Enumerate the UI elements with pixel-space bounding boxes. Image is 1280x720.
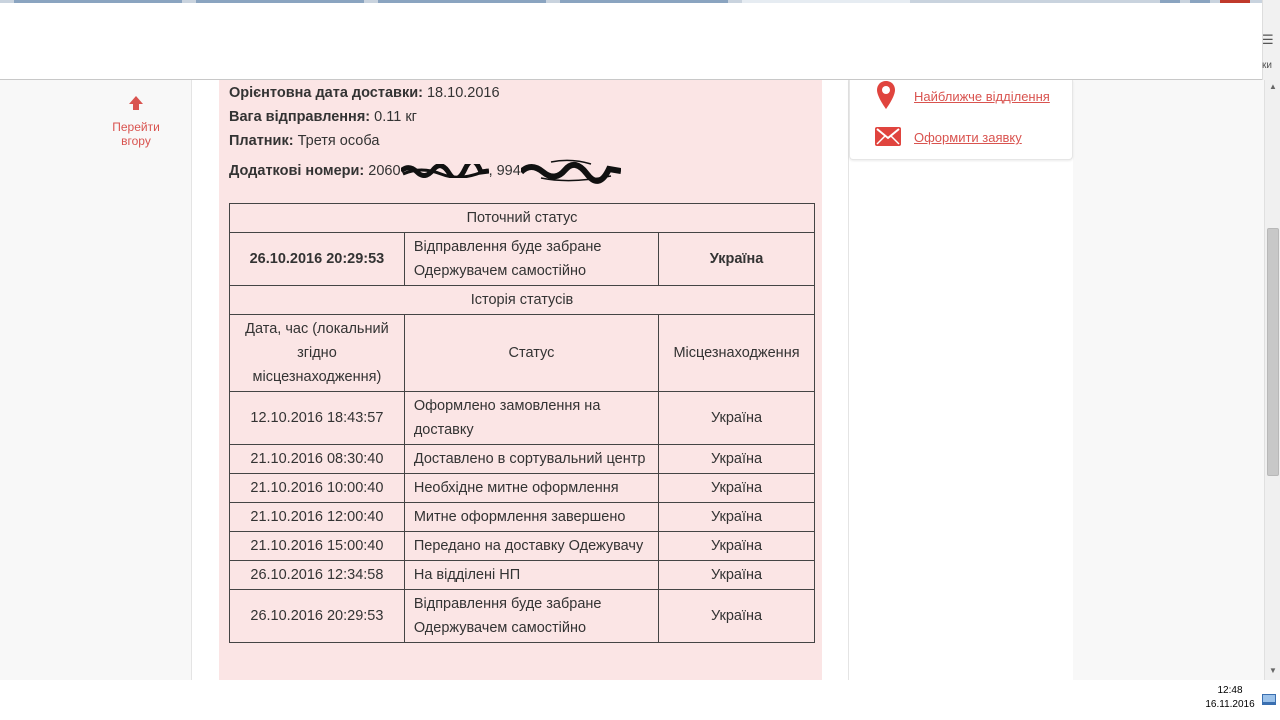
history-status: Доставлено в сортувальний центр <box>404 445 658 474</box>
delivery-date-label: Орієнтовна дата доставки: <box>229 85 423 101</box>
history-location: Україна <box>659 474 815 503</box>
table-column-headers <box>230 315 815 392</box>
clock-date: 16.11.2016 <box>1205 699 1255 710</box>
browser-tab[interactable] <box>196 0 364 3</box>
history-location: Україна <box>659 503 815 532</box>
history-location: Україна <box>659 392 815 445</box>
history-date: 21.10.2016 10:00:40 <box>230 474 405 503</box>
close-window-button[interactable] <box>1220 0 1250 3</box>
delivery-date-line <box>229 85 500 101</box>
extra-numbers-line <box>229 158 621 184</box>
history-location: Україна <box>659 590 815 643</box>
table-row <box>230 561 815 590</box>
weight-line <box>229 109 417 125</box>
history-status: Передано на доставку Одежувачу <box>404 532 658 561</box>
arrow-up-icon <box>128 94 144 112</box>
back-to-top-label: Перейти вгору <box>112 120 160 148</box>
page-viewport <box>0 80 1264 680</box>
extra-numbers-prefix: 2060 <box>368 162 401 179</box>
browser-tab-active[interactable] <box>742 0 910 3</box>
clock-time: 12:48 <box>1217 685 1243 696</box>
payer-line <box>229 133 379 149</box>
history-date: 26.10.2016 20:29:53 <box>230 590 405 643</box>
browser-tab[interactable] <box>378 0 546 3</box>
history-date: 21.10.2016 15:00:40 <box>230 532 405 561</box>
current-status-header <box>230 204 815 233</box>
column-header-status: Статус <box>404 315 658 392</box>
scroll-thumb[interactable] <box>1267 228 1279 476</box>
history-status: Відправлення буде забране Одержувачем самостійно <box>404 590 658 643</box>
right-sidebar <box>849 80 1073 680</box>
taskbar <box>0 680 1280 720</box>
sidebar-links-box <box>849 80 1073 160</box>
scroll-up-icon[interactable]: ▲ <box>1269 82 1277 91</box>
table-row <box>230 445 815 474</box>
scroll-down-icon[interactable]: ▼ <box>1269 666 1277 675</box>
history-date: 12.10.2016 18:43:57 <box>230 392 405 445</box>
submit-request-link[interactable]: Оформити заявку <box>914 130 1022 145</box>
current-status-title: Поточний статус <box>230 204 815 233</box>
shipment-info-panel <box>219 80 822 680</box>
history-title: Історія статусів <box>230 286 815 315</box>
delivery-date-value: 18.10.2016 <box>426 85 500 101</box>
show-desktop-icon[interactable] <box>1262 694 1276 705</box>
menu-lines-icon[interactable]: ☰ <box>1262 33 1274 48</box>
browser-tab[interactable] <box>560 0 728 3</box>
history-header <box>230 286 815 315</box>
toolbar-edge-text: ки <box>1262 60 1272 71</box>
history-date: 26.10.2016 12:34:58 <box>230 561 405 590</box>
payer-value: Третя особа <box>297 133 380 149</box>
nearest-branch-link[interactable]: Найближче відділення <box>914 89 1050 104</box>
browser-tab[interactable] <box>14 0 182 3</box>
current-status-row <box>230 233 815 286</box>
table-row <box>230 474 815 503</box>
window-control[interactable] <box>1190 0 1210 3</box>
history-status: Митне оформлення завершено <box>404 503 658 532</box>
redaction-scribble <box>521 158 621 184</box>
window-control[interactable] <box>1160 0 1180 3</box>
history-location: Україна <box>659 532 815 561</box>
envelope-icon <box>875 127 901 146</box>
browser-toolbar <box>0 0 1280 80</box>
page-scrollbar[interactable] <box>1264 80 1280 680</box>
current-status-date: 26.10.2016 20:29:53 <box>230 233 405 286</box>
payer-label: Платник: <box>229 133 294 149</box>
extra-numbers-mid: , 994 <box>488 162 521 179</box>
history-date: 21.10.2016 08:30:40 <box>230 445 405 474</box>
redaction-scribble <box>401 164 489 178</box>
history-status: Необхідне митне оформлення <box>404 474 658 503</box>
tab-strip <box>0 0 1262 3</box>
table-row <box>230 532 815 561</box>
current-status-location: Україна <box>659 233 815 286</box>
column-header-date: Дата, час (локальний згідно місцезнаходження) <box>230 315 405 392</box>
status-table <box>229 203 815 643</box>
history-status: Оформлено замовлення на доставку <box>404 392 658 445</box>
column-header-location: Місцезнаходження <box>659 315 815 392</box>
table-row <box>230 503 815 532</box>
table-row <box>230 590 815 643</box>
table-row <box>230 392 815 445</box>
system-clock[interactable] <box>1202 684 1258 712</box>
current-status-text: Відправлення буде забране Одержувачем самостійно <box>404 233 658 286</box>
weight-label: Вага відправлення: <box>229 109 371 125</box>
back-to-top-link[interactable] <box>100 94 172 148</box>
extra-numbers-label: Додаткові номери: <box>229 162 365 179</box>
history-location: Україна <box>659 445 815 474</box>
history-location: Україна <box>659 561 815 590</box>
weight-value: 0.11 кг <box>374 109 417 125</box>
history-status: На відділені НП <box>404 561 658 590</box>
map-pin-icon <box>876 80 896 110</box>
history-date: 21.10.2016 12:00:40 <box>230 503 405 532</box>
